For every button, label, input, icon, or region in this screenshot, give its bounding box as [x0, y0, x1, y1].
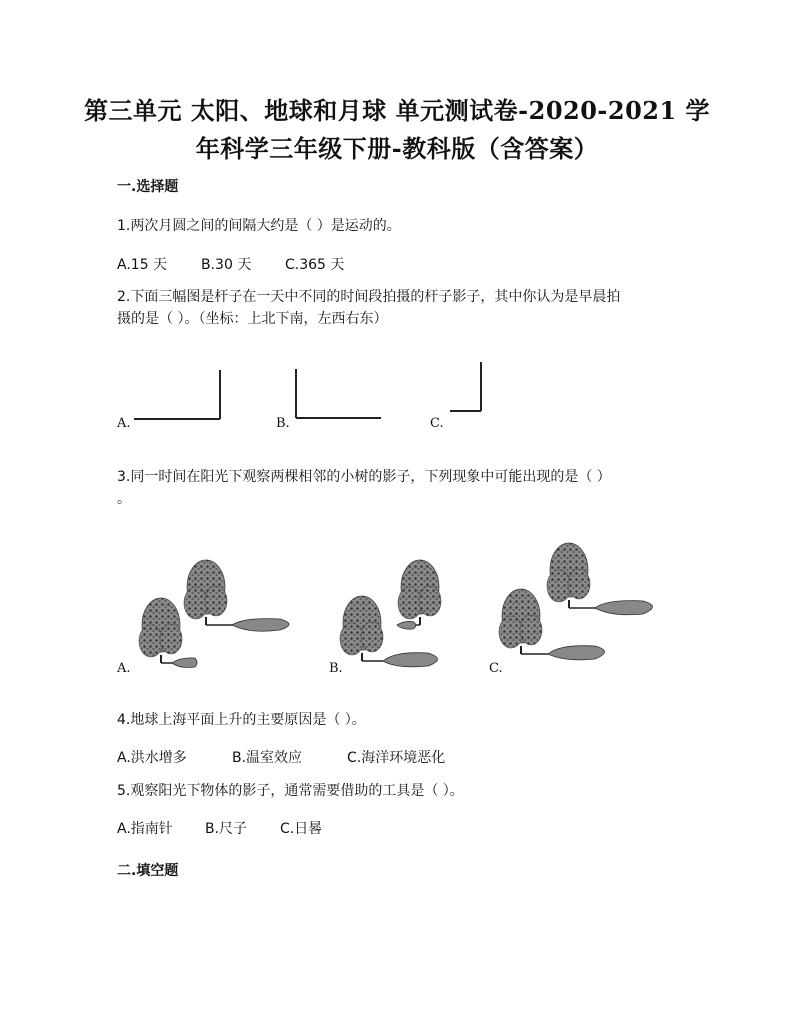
- tree-shadow-diagram-c: [499, 543, 653, 660]
- question-4-text: 4.地球上海平面上升的主要原因是（ ）。: [117, 712, 366, 728]
- question-5-option-a: A.指南针: [117, 821, 173, 837]
- question-2-text-line-2: 摄的是（ ）。（坐标：上北下南，左西右东）: [117, 311, 388, 327]
- section-heading-choice: 一.选择题: [117, 179, 179, 195]
- shadow-b-right: [397, 621, 416, 629]
- section-heading-fill-in: 二.填空题: [117, 863, 179, 879]
- question-2-label-c: C.: [430, 416, 444, 431]
- question-1-text: 1.两次月圆之间的间隔大约是（ ）是运动的。: [117, 218, 401, 234]
- question-2-label-b: B.: [276, 416, 290, 431]
- tree-b-right: [398, 560, 441, 625]
- question-4-option-c: C.海洋环境恶化: [347, 750, 446, 766]
- shadow-a-right: [232, 619, 289, 632]
- question-3-text-line-1: 3.同一时间在阳光下观察两棵相邻的小树的影子，下列现象中可能出现的是（ ）: [117, 469, 611, 485]
- question-3-label-b: B.: [329, 661, 343, 676]
- tree-shadow-diagram-a: [139, 560, 289, 668]
- tree-c-left: [499, 589, 542, 654]
- question-3-label-c: C.: [489, 661, 503, 676]
- tree-a-left: [139, 598, 182, 663]
- question-1-option-a: A.15 天: [117, 257, 168, 273]
- tree-a-right: [184, 560, 227, 625]
- shadow-a-left: [172, 658, 197, 668]
- shadow-b-left: [383, 653, 438, 667]
- tree-shadow-diagram-b: [340, 560, 441, 667]
- shadow-c-right: [595, 601, 653, 615]
- question-1-option-c: C.365 天: [285, 257, 345, 273]
- tree-b-left: [340, 596, 383, 661]
- question-3-label-a: A.: [117, 661, 131, 676]
- question-4-option-b: B.温室效应: [232, 750, 303, 766]
- question-2-text-line-1: 2.下面三幅图是杆子在一天中不同的时间段拍摄的杆子影子，其中你认为是早晨拍: [117, 289, 621, 305]
- tree-c-right: [547, 543, 590, 608]
- question-4-option-a: A.洪水增多: [117, 750, 187, 766]
- question-5-option-b: B.尺子: [205, 821, 248, 837]
- shadow-c-left: [548, 646, 605, 660]
- title-line-1: 第三单元 太阳、地球和月球 单元测试卷-2020-2021 学: [83, 96, 711, 125]
- question-1-option-b: B.30 天: [201, 257, 252, 273]
- question-5-text: 5.观察阳光下物体的影子，通常需要借助的工具是（ ）。: [117, 783, 464, 799]
- title-line-2: 年科学三年级下册-教科版（含答案）: [195, 134, 599, 163]
- question-2-label-a: A.: [117, 416, 131, 431]
- question-5-option-c: C.日晷: [280, 821, 323, 837]
- question-3-text-line-2: 。: [117, 491, 131, 507]
